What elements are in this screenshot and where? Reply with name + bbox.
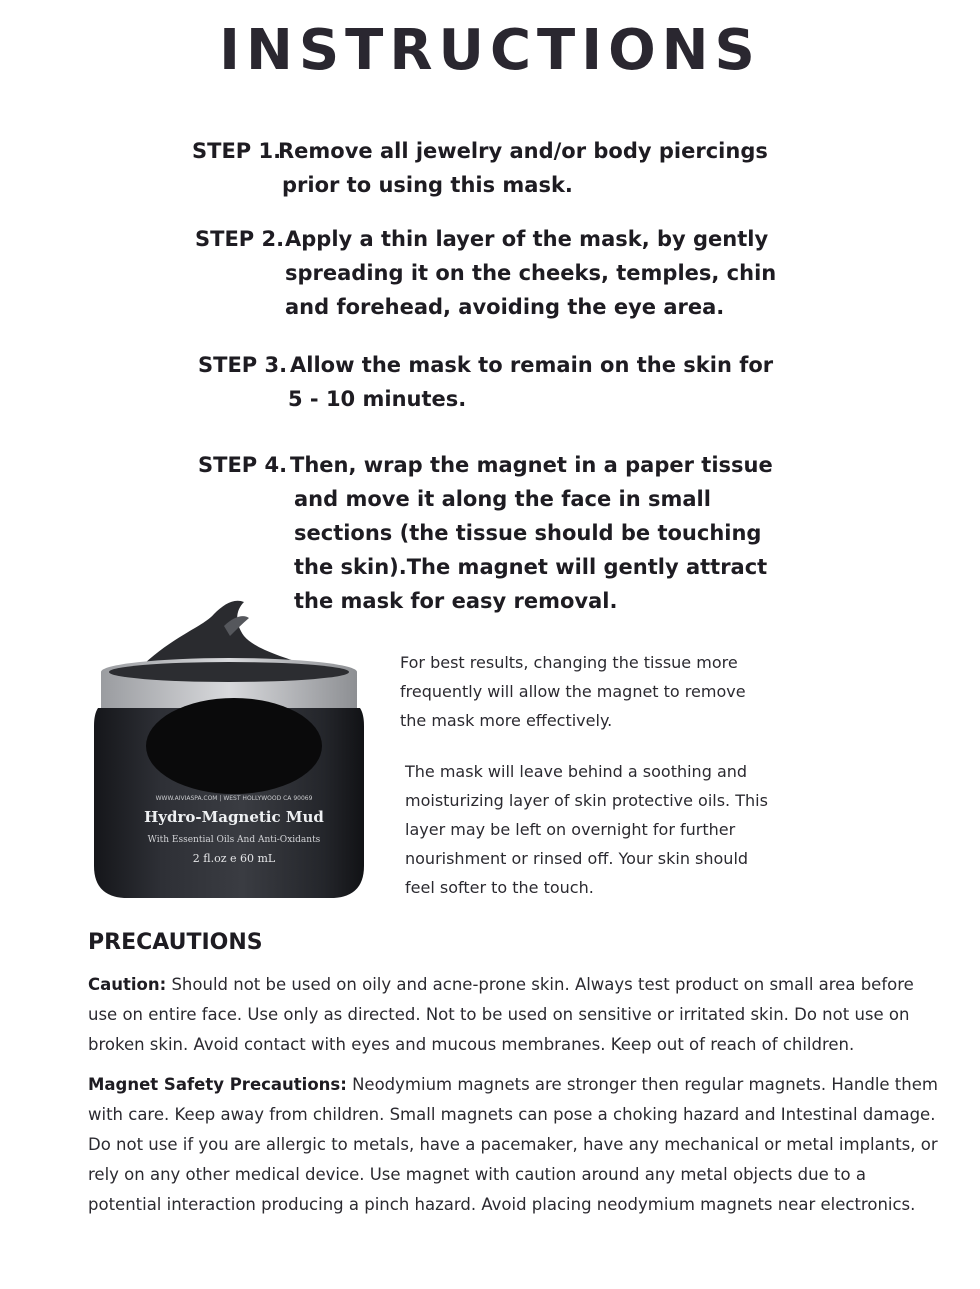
best-results-note: For best results, changing the tissue more frequently will allow the magnet to remove the mask more effectively. — [400, 653, 746, 730]
soothing-layer-note: The mask will leave behind a soothing and moisturizing layer of skin protective oils. This layer may be left on overnight for further nourishment or rinsed off. Your skin should feel softer to the touch. — [405, 762, 768, 897]
caution-text: Should not be used on oily and acne-prone skin. Always test product on small area before use on entire face. Use only as directed. Not to be used on sensitive or irritated skin. Do not use on broken skin. Avoid contact with eyes and mucous membranes. Keep out of reach of children. — [88, 975, 914, 1054]
step-1 — [192, 134, 792, 204]
jar-url-text: WWW.AIVIASPA.COM | WEST HOLLYWOOD CA 90069 — [155, 795, 313, 802]
jar-product-name: Hydro-Magnetic Mud — [144, 808, 324, 826]
jar-illustration — [84, 596, 374, 906]
caution-label: Caution: — [88, 975, 167, 994]
step-3 — [198, 348, 798, 418]
step-line: the skin).The magnet will gently attract — [294, 555, 768, 579]
product-jar-image — [84, 596, 374, 906]
step-line: Apply a thin layer of the mask, by gently — [285, 227, 769, 251]
magnet-safety-text: Neodymium magnets are stronger then regular magnets. Handle them with care. Keep away from children. Small magnets can pose a choking hazard and Intestinal damage. Do not use if you are allergic to metals, have a pacemaker, have any mechanical or metal implants, or rely on any other medical device. Use magnet with caution around any metal objects due to a potential interaction producing a pinch hazard. Avoid placing neodymium magnets near electronics. — [88, 1075, 938, 1214]
step-line: and forehead, avoiding the eye area. — [285, 295, 725, 319]
jar-size: 2 fl.oz e 60 mL — [192, 852, 276, 865]
step-label: STEP 3. — [198, 353, 288, 377]
step-label: STEP 1. — [192, 139, 282, 163]
step-line: Remove all jewelry and/or body piercings — [278, 139, 768, 163]
jar-subtitle: With Essential Oils And Anti-Oxidants — [147, 835, 321, 845]
step-line: Then, wrap the magnet in a paper tissue — [290, 453, 773, 477]
step-4 — [198, 448, 798, 620]
caution-paragraph — [88, 970, 938, 1060]
step-label: STEP 2. — [195, 227, 285, 251]
magnet-safety-label: Magnet Safety Precautions: — [88, 1075, 347, 1094]
step-line: 5 - 10 minutes. — [288, 387, 467, 411]
step-line: the mask for easy removal. — [294, 589, 618, 613]
step-line: prior to using this mask. — [282, 173, 573, 197]
step-line: Allow the mask to remain on the skin for — [290, 353, 774, 377]
precautions-heading: PRECAUTIONS — [88, 930, 263, 955]
step-line: spreading it on the cheeks, temples, chin — [285, 261, 777, 285]
magnet-safety-paragraph — [88, 1070, 938, 1220]
step-label: STEP 4. — [198, 453, 288, 477]
step-line: sections (the tissue should be touching — [294, 521, 762, 545]
step-line: and move it along the face in small — [294, 487, 711, 511]
page-title: INSTRUCTIONS — [219, 18, 761, 83]
step-2 — [195, 222, 795, 326]
